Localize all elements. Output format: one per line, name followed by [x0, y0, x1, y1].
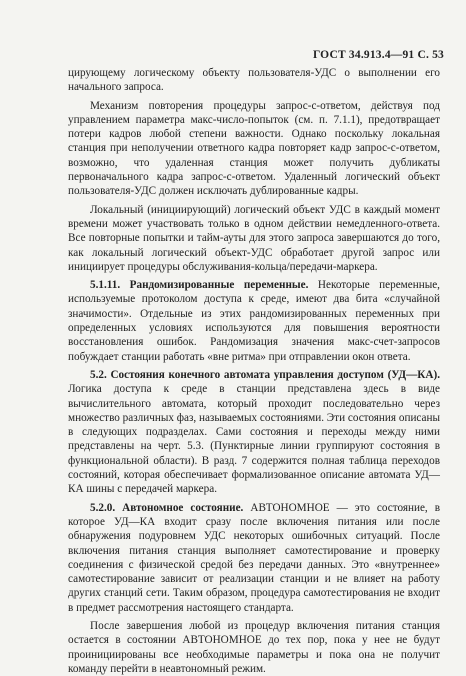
paragraph-text: АВТОНОМНОЕ — это состояние, в которое УД—КА входит сразу после включения питания или после обнаружения подуровнем УДС некоторых ошибочных ситуаций. После включения питания станция выполняет самотестирование и проверку соединения с физической средой без передачи данных. Это «внутреннее» самотестирование зависит от реализации станции и не влияет на работу других станций сети. Таким образом, процедура самотестирования не входит в предмет рассмотрения настоящего стандарта. — [68, 501, 441, 614]
paragraph — [68, 66, 440, 95]
section-heading: 5.2.0. Автономное состояние. — [90, 501, 244, 514]
paragraph — [68, 501, 440, 615]
section-heading: 5.1.11. Рандомизированные переменные. — [90, 279, 309, 292]
paragraph — [68, 368, 440, 497]
paragraph-text: Механизм повторения процедуры запрос-с-ответом, действуя под управлением параметра макс-число-попыток (см. п. 7.1.1), предотвращает потери кадров любой степени важности. Однако поскольку локальная станция при неполучении ответного кадра повторяет кадр запрос-с-ответом, возможно, что удаленная станция может получить дубликаты первоначального кадра запрос-с-ответом. Удаленный логический объект пользователя-УДС должен исключать дублированные кадры. — [68, 99, 440, 198]
paragraph-text: Локальный (инициирующий) логический объект УДС в каждый момент времени может участвовать только в одном действии немедленного-ответа. Все повторные попытки и тайм-ауты для этого запроса завершаются до того, как локальный логический объект-УДС обработает другой запрос или инициирует процедуры обслуживания-кольца/передачи-маркера. — [68, 203, 440, 273]
paragraph — [68, 203, 440, 274]
paragraph — [68, 99, 440, 199]
page-header: ГОСТ 34.913.4—91 С. 53 — [312, 49, 444, 61]
paragraph-text: Логика доступа к среде в станции представлена здесь в виде вычислительного автомата, который проходит последовательно через множество различных фаз, называемых состояниями. Эти состояния описаны в следующих подразделах. Сами состояния и переходы между ними представлены на черт. 5.3. (Пунктирные линии группируют состояния в функциональной области). В разд. 7 содержится полная таблица переходов состояний, которая обеспечивает формализованное описание автомата УД—КА шины с передачей маркера. — [68, 383, 440, 496]
section-heading: 5.2. Состояния конечного автомата управления доступом (УД—КА). — [90, 368, 440, 381]
paragraph-text: Некоторые переменные, используемые протоколом доступа к среде, имеют два бита «случайной значимости». Отдельные из этих рандомизированных переменных при определенных условиях используются для повышения вероятности восстановления ошибок. Рандомизация значения макс-счет-запросов побуждает станции работать «вне ритма» при отправлении окон ответа. — [68, 279, 440, 363]
paragraph-text: После завершения любой из процедур включения питания станция остается в состоянии АВТОНОМНОЕ до тех пор, пока у нее не будут проинициированы все необходимые параметры и пока она не получит команду перейти в неавтономный режим. — [68, 619, 440, 675]
paragraph — [68, 619, 440, 676]
document-body — [68, 66, 440, 676]
paragraph-text: цирующему логическому объекту пользователя-УДС о выполнении его начального запроса. — [68, 67, 440, 94]
paragraph — [68, 278, 440, 364]
